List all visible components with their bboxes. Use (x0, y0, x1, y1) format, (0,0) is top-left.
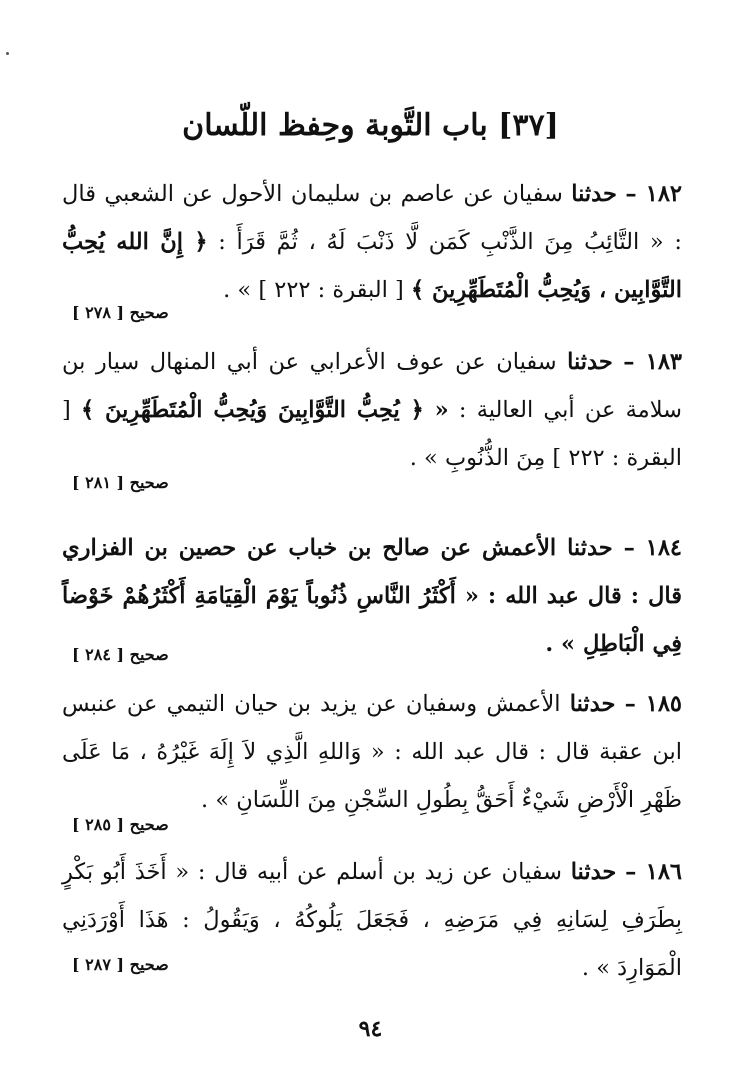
hadith-183 (62, 338, 682, 482)
grade-186: صحيح [ ٢٨٧ ] (72, 955, 169, 974)
haddathana: حدثنا (570, 859, 617, 885)
chapter-title: [٣٧] باب التَّوبة وحِفظ اللّسان (182, 108, 559, 143)
hadith-number: ١٨٥ – (624, 691, 682, 717)
haddathana: حدثنا (569, 691, 616, 717)
matn: « التَّائِبُ مِنَ الذَّنْبِ كَمَن لَّا ذَنْبَ لَهُ ، ثُمَّ قَرَأَ : (218, 229, 664, 255)
page-number: ٩٤ (358, 1016, 383, 1042)
grade-183: صحيح [ ٢٨١ ] (72, 473, 169, 492)
quran-reference: [ البقرة : ٢٢٢ ] » . (223, 277, 404, 303)
hadith-185 (62, 680, 682, 824)
matn: « أَخَذَ أَبُو بَكْرٍ بِطَرَفِ لِسَانِهِ فِي مَرَضِهِ ، فَجَعَلَ يَلُوكُهُ ، وَيَقُولُ : هَذَا أَوْرَدَنِي الْمَوَارِدَ » . (62, 859, 682, 981)
matn: « وَاللهِ الَّذِي لاَ إِلَهَ غَيْرُهُ ، مَا عَلَى ظَهْرِ الْأَرْضِ شَيْءٌ أَحَقُّ بِطُولِ السِّجْنِ مِنَ اللِّسَانِ » . (62, 739, 682, 813)
isnad: الأعمش وسفيان عن يزيد بن حيان التيمي عن عنبس ابن عقبة قال : قال عبد الله : (62, 691, 682, 765)
hadith-number: ١٨٢ – (625, 181, 683, 207)
grade-182: صحيح [ ٢٧٨ ] (72, 303, 169, 322)
isnad: الأعمش عن صالح بن خباب عن حصين بن الفزاري قال : قال عبد الله : (62, 535, 682, 609)
hadith-number: ١٨٣ – (623, 349, 682, 375)
grade-184: صحيح [ ٢٨٤ ] (72, 645, 169, 664)
isnad: سفيان عن عوف الأعرابي عن أبي المنهال سيار بن سلامة عن أبي العالية : (62, 349, 682, 423)
hadith-number: ١٨٤ – (623, 535, 682, 561)
isnad: سفيان عن عاصم بن سليمان الأحول عن الشعبي قال : (62, 181, 682, 255)
hadith-number: ١٨٦ – (625, 859, 682, 885)
hadith-182 (62, 170, 682, 314)
quran-reference: [ البقرة : ٢٢٢ ] مِنَ الذُّنُوبِ » . (62, 397, 682, 471)
margin-dot (6, 52, 9, 55)
matn: « أَكْثَرُ النَّاسِ ذُنُوباً يَوْمَ الْقِيَامَةِ أَكْثَرُهُمْ خَوْضاً فِي الْبَاطِلِ » . (62, 583, 682, 657)
quran-quote: ﴿ إِنَّ الله يُحِبُّ التَّوَّابِين ، وَيُحِبُّ الْمُتَطَهِّرِينَ ﴾ (62, 229, 682, 303)
haddathana: حدثنا (571, 181, 617, 207)
isnad: سفيان عن زيد بن أسلم عن أبيه قال : (197, 859, 562, 885)
haddathana: حدثنا (567, 349, 613, 375)
haddathana: حدثنا (567, 535, 613, 561)
quran-quote: « ﴿ يُحِبُّ التَّوَّابِينَ وَيُحِبُّ الْمُتَطَهِّرِينَ ﴾ (80, 397, 449, 423)
grade-185: صحيح [ ٢٨٥ ] (72, 815, 169, 834)
